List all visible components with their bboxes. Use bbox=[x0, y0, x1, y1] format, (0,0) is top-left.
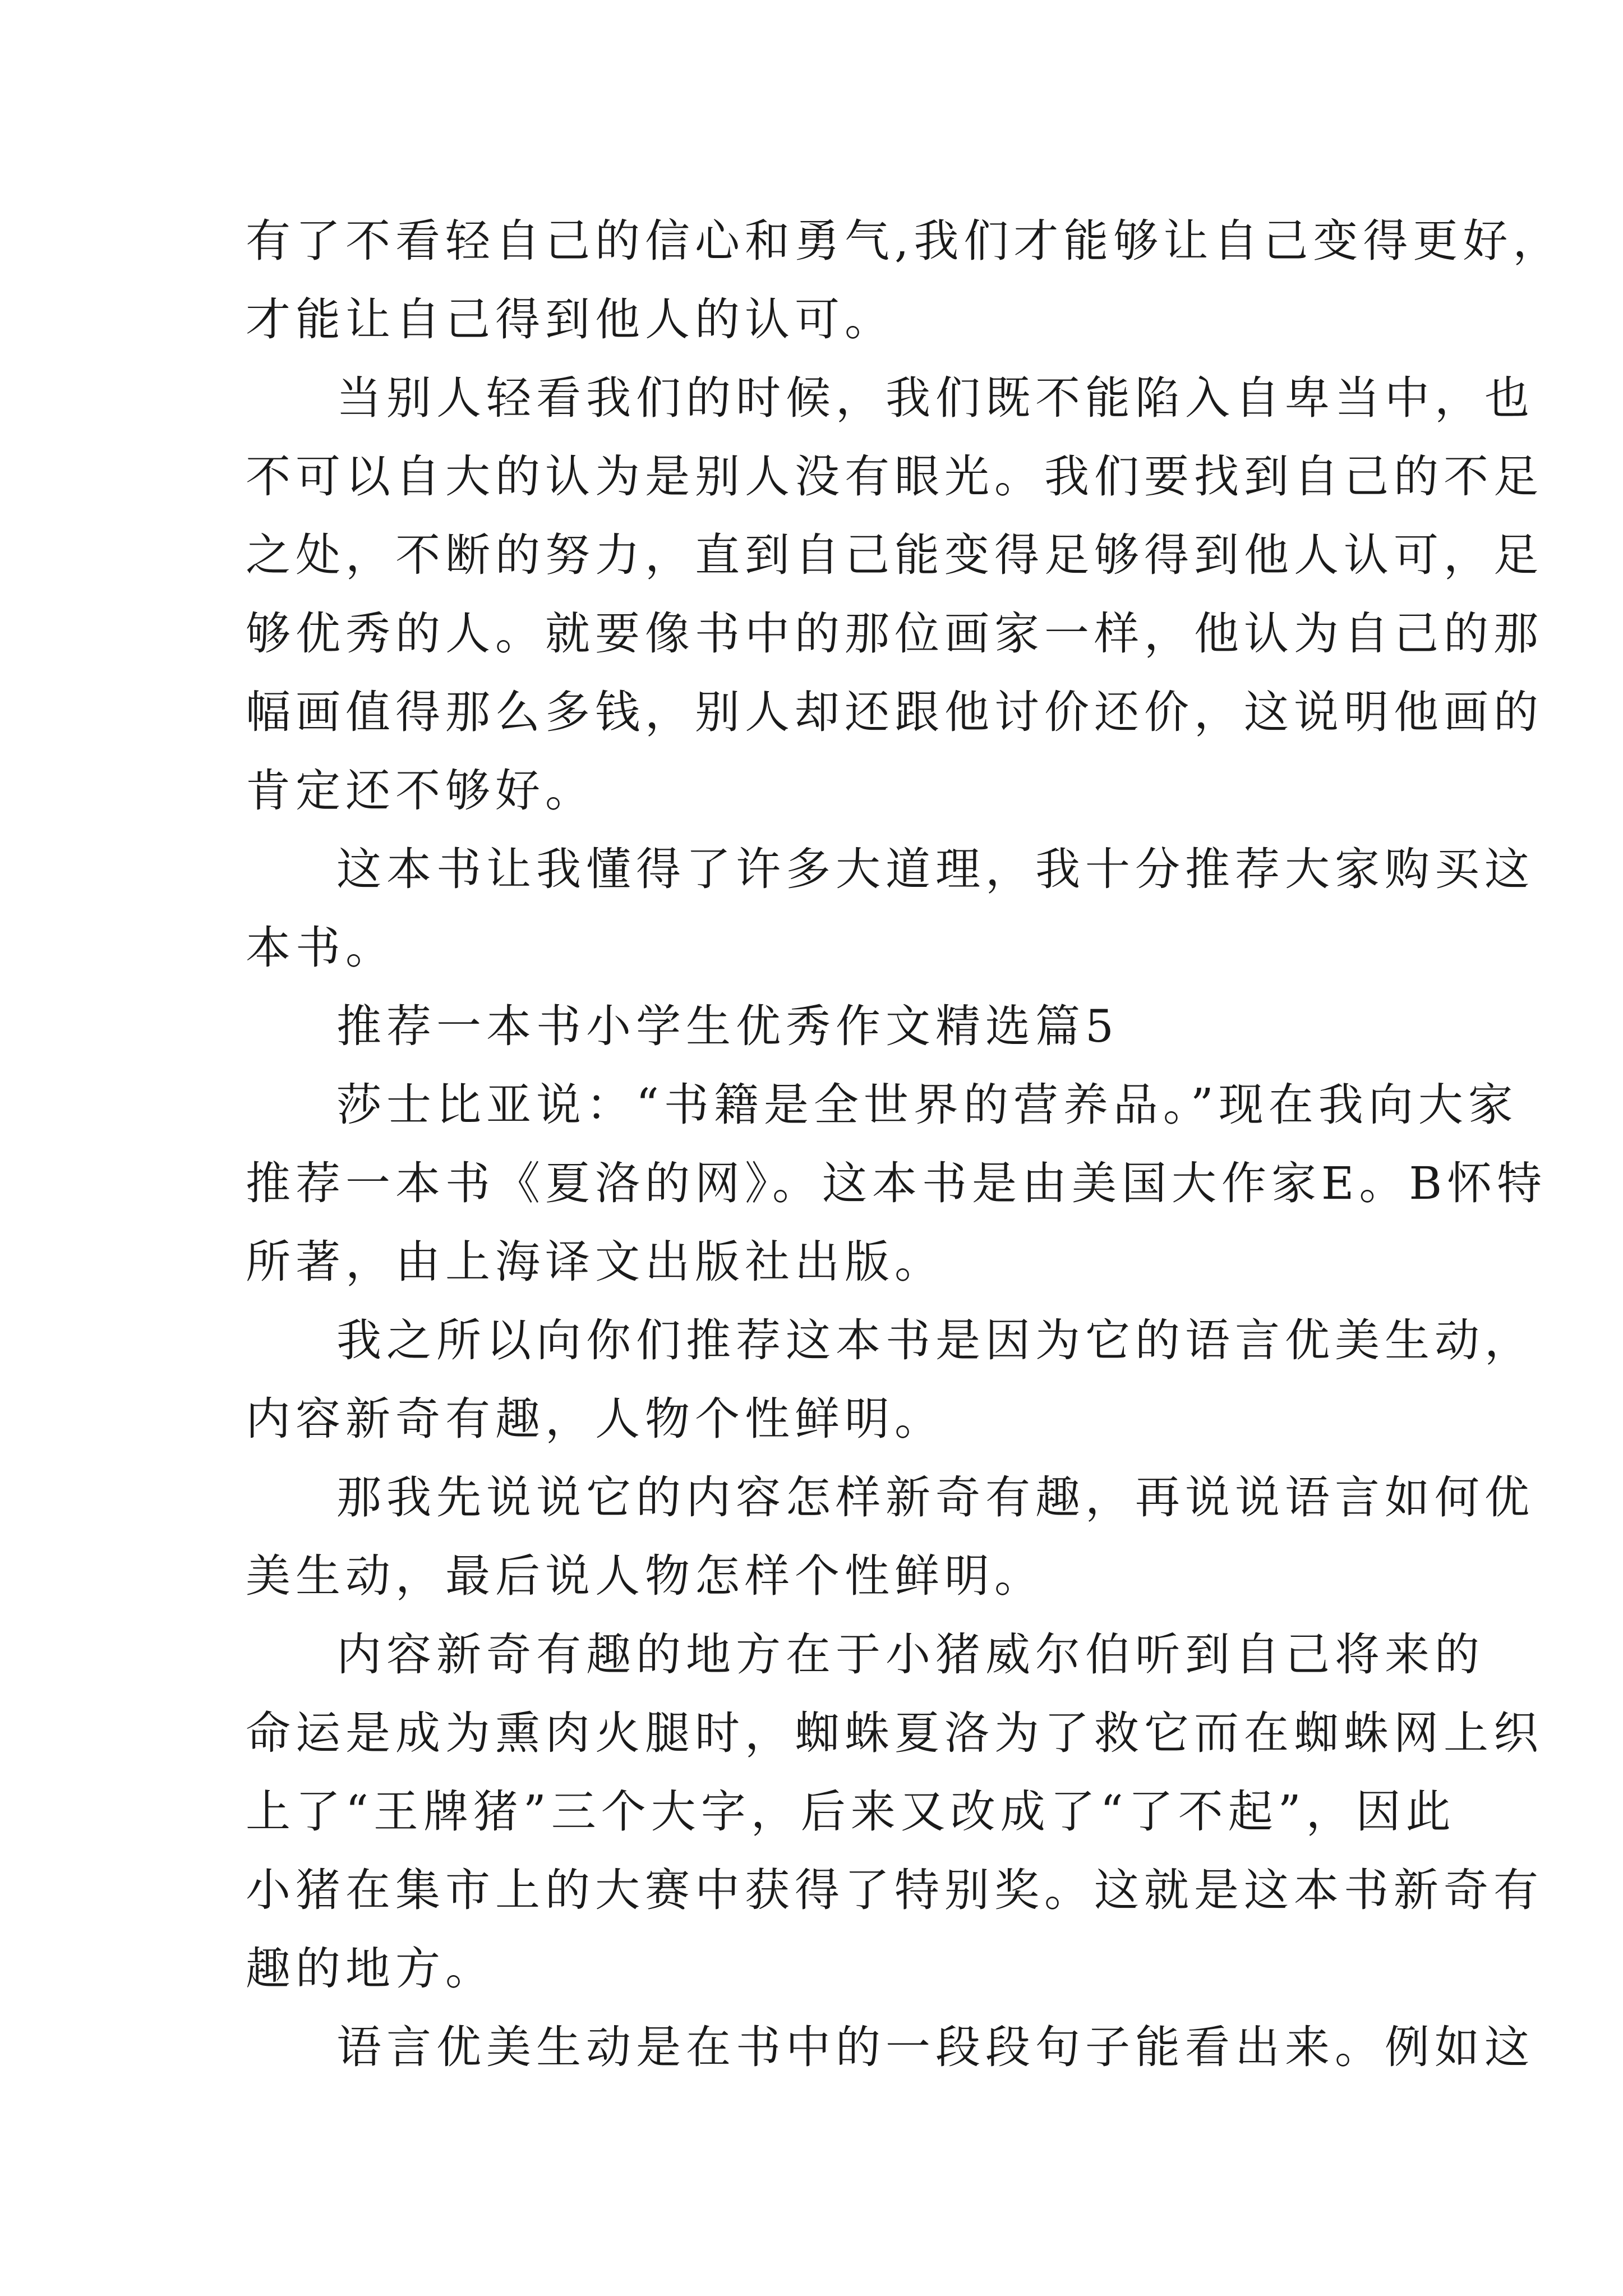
text-line: 推荐一本书《夏洛的网》。这本书是由美国大作家E。B怀特 bbox=[246, 1157, 1547, 1209]
text-line: 我之所以向你们推荐这本书是因为它的语言优美生动， bbox=[336, 1314, 1534, 1366]
text-line: 不可以自大的认为是别人没有眼光。我们要找到自己的不足 bbox=[246, 450, 1543, 503]
text-line: 美生动，最后说人物怎样个性鲜明。 bbox=[246, 1550, 1044, 1602]
text-line: 语言优美生动是在书中的一段段句子能看出来。例如这 bbox=[336, 2021, 1534, 2073]
text-line: 有了不看轻自己的信心和勇气,我们才能够让自己变得更好， bbox=[246, 215, 1563, 267]
text-line: 莎士比亚说：“书籍是全世界的营养品。”现在我向大家 bbox=[336, 1079, 1518, 1131]
text-line: 当别人轻看我们的时候，我们既不能陷入自卑当中，也 bbox=[336, 372, 1534, 424]
text-line: 这本书让我懂得了许多大道理，我十分推荐大家购买这 bbox=[336, 843, 1534, 895]
text-line: 小猪在集市上的大赛中获得了特别奖。这就是这本书新奇有 bbox=[246, 1864, 1543, 1916]
text-line: 幅画值得那么多钱，别人却还跟他讨价还价，这说明他画的 bbox=[246, 686, 1543, 738]
text-line: 之处，不断的努力，直到自己能变得足够得到他人认可，足 bbox=[246, 529, 1543, 581]
text-line: 所著，由上海译文出版社出版。 bbox=[246, 1236, 944, 1288]
section-heading: 推荐一本书小学生优秀作文精选篇5 bbox=[336, 1000, 1119, 1052]
text-line: 本书。 bbox=[246, 922, 395, 974]
text-line: 趣的地方。 bbox=[246, 1943, 495, 1995]
text-line: 命运是成为熏肉火腿时，蜘蛛夏洛为了救它而在蜘蛛网上织 bbox=[246, 1707, 1543, 1759]
text-line: 够优秀的人。就要像书中的那位画家一样，他认为自己的那 bbox=[246, 608, 1543, 660]
text-line: 才能让自己得到他人的认可。 bbox=[246, 293, 895, 346]
text-line: 内容新奇有趣的地方在于小猪威尔伯听到自己将来的 bbox=[336, 1628, 1484, 1681]
text-line: 那我先说说它的内容怎样新奇有趣，再说说语言如何优 bbox=[336, 1471, 1534, 1524]
text-line: 上了“王牌猪”三个大字，后来又改成了“了不起”，因此 bbox=[246, 1786, 1456, 1838]
text-line: 肯定还不够好。 bbox=[246, 765, 595, 817]
text-line: 内容新奇有趣，人物个性鲜明。 bbox=[246, 1393, 944, 1445]
